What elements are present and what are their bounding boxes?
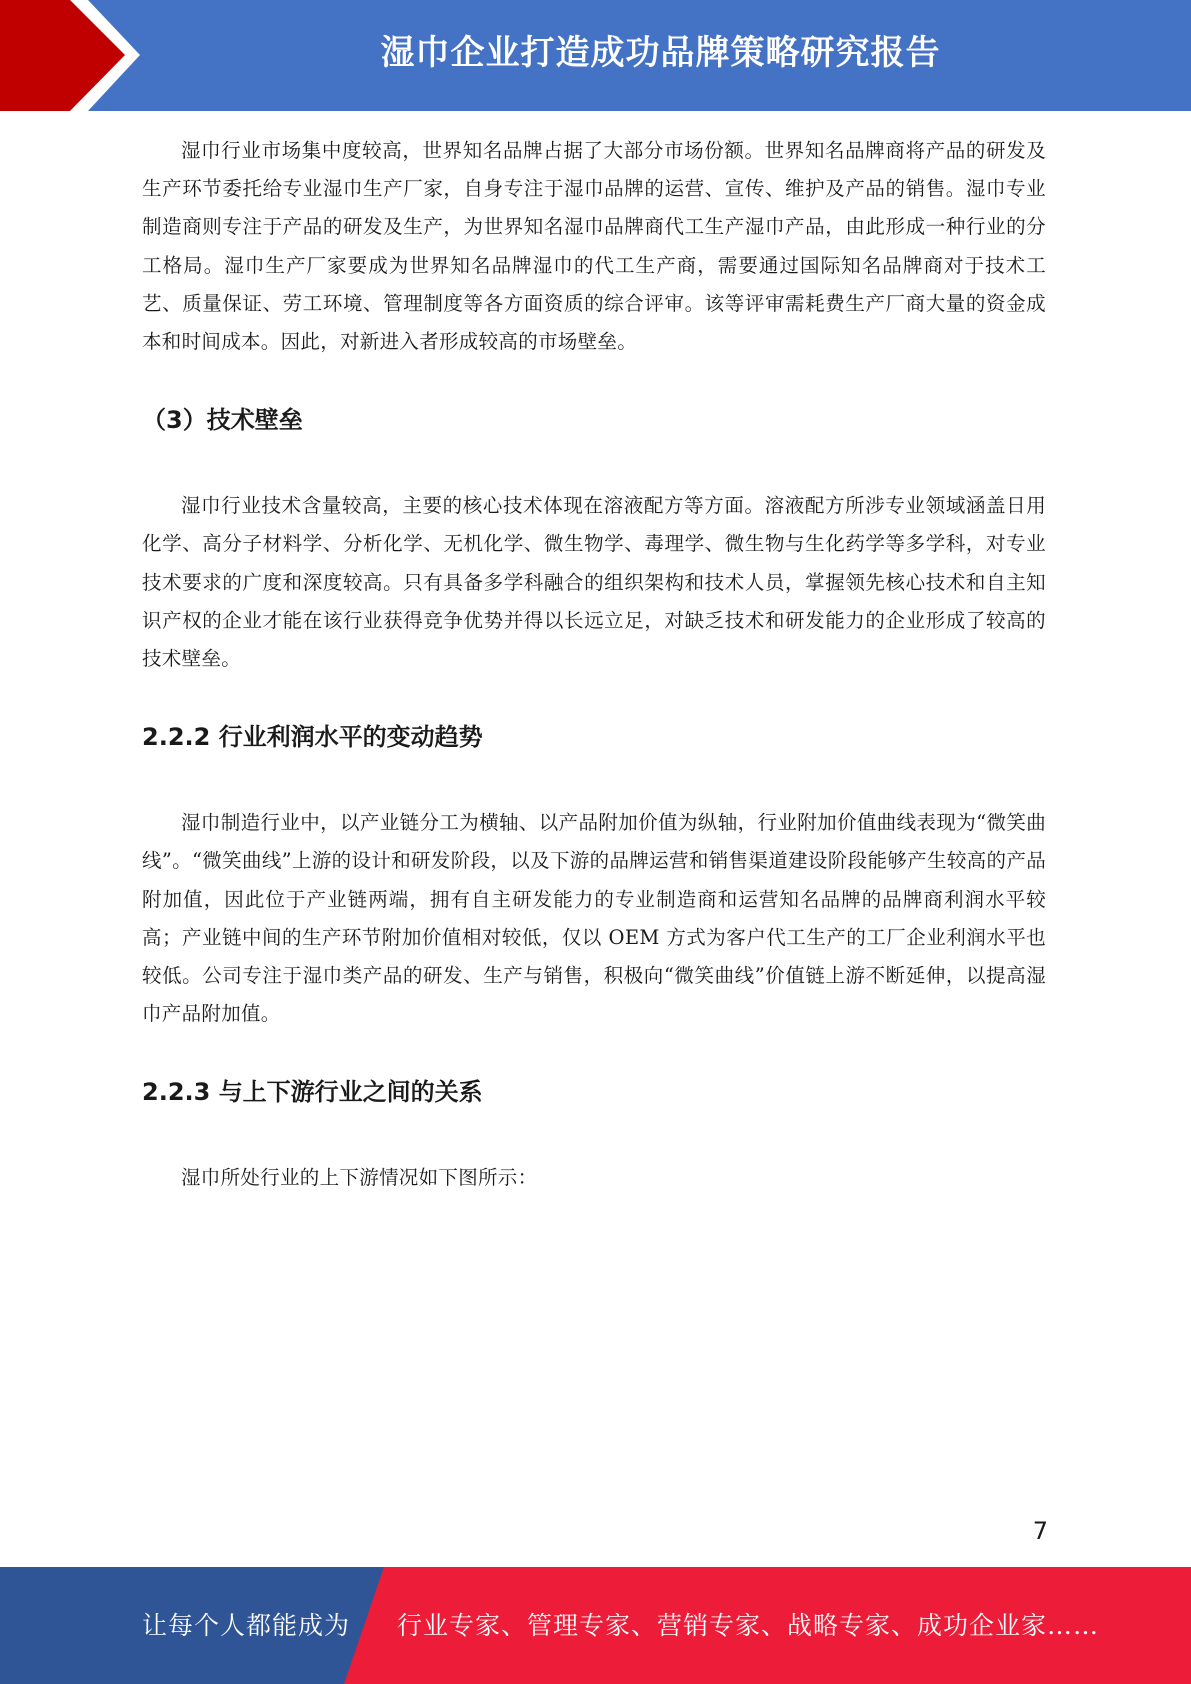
heading-profit-trend: 2.2.2 行业利润水平的变动趋势 <box>142 723 483 752</box>
paragraph-upstream-downstream: 湿巾所处行业的上下游情况如下图所示： <box>181 1166 538 1190</box>
footer-slogan-right: 行业专家、管理专家、营销专家、战略专家、成功企业家…… <box>397 1611 1100 1640</box>
footer-slogan-left: 让每个人都能成为 <box>142 1611 351 1640</box>
page-header <box>0 0 1191 111</box>
paragraph-technical-barrier: 湿巾行业技术含量较高，主要的核心技术体现在溶液配方等方面。溶液配方所涉专业领域涵盖日用化学、高分子材料学、分析化学、无机化学、微生物学、毒理学、微生物与生化药学等多学科，对专业技术要求的广度和深度较高。只有具备多学科融合的组织架构和技术人员，掌握领先核心技术和自主知识产权的企业才能在该行业获得竞争优势并得以长远立足，对缺乏技术和研发能力的企业形成了较高的技术壁垒。 <box>142 494 1046 671</box>
heading-technical-barrier: （3）技术壁垒 <box>142 406 303 435</box>
header-arrow-decoration <box>0 0 160 111</box>
paragraph-market-barrier: 湿巾行业市场集中度较高，世界知名品牌占据了大部分市场份额。世界知名品牌商将产品的研发及生产环节委托给专业湿巾生产厂家，自身专注于湿巾品牌的运营、宣传、维护及产品的销售。湿巾专业制造商则专注于产品的研发及生产，为世界知名湿巾品牌商代工生产湿巾产品，由此形成一种行业的分工格局。湿巾生产厂家要成为世界知名品牌湿巾的代工生产商，需要通过国际知名品牌商对于技术工艺、质量保证、劳工环境、管理制度等各方面资质的综合评审。该等评审需耗费生产厂商大量的资金成本和时间成本。因此，对新进入者形成较高的市场壁垒。 <box>142 139 1046 354</box>
page-number: 7 <box>1032 1517 1048 1545</box>
report-title: 湿巾企业打造成功品牌策略研究报告 <box>380 33 941 73</box>
main-content <box>142 132 1046 1198</box>
heading-upstream-downstream: 2.2.3 与上下游行业之间的关系 <box>142 1078 483 1107</box>
paragraph-profit-trend: 湿巾制造行业中，以产业链分工为横轴、以产品附加价值为纵轴，行业附加价值曲线表现为“微笑曲线”。“微笑曲线”上游的设计和研发阶段，以及下游的品牌运营和销售渠道建设阶段能够产生较高的产品附加值，因此位于产业链两端，拥有自主研发能力的专业制造商和运营知名品牌的品牌商利润水平较高；产业链中间的生产环节附加价值相对较低，仅以 OEM 方式为客户代工生产的工厂企业利润水平也较低。公司专注于湿巾类产品的研发、生产与销售，积极向“微笑曲线”价值链上游不断延伸，以提高湿巾产品附加值。 <box>142 811 1046 1026</box>
page-footer <box>0 1567 1191 1684</box>
